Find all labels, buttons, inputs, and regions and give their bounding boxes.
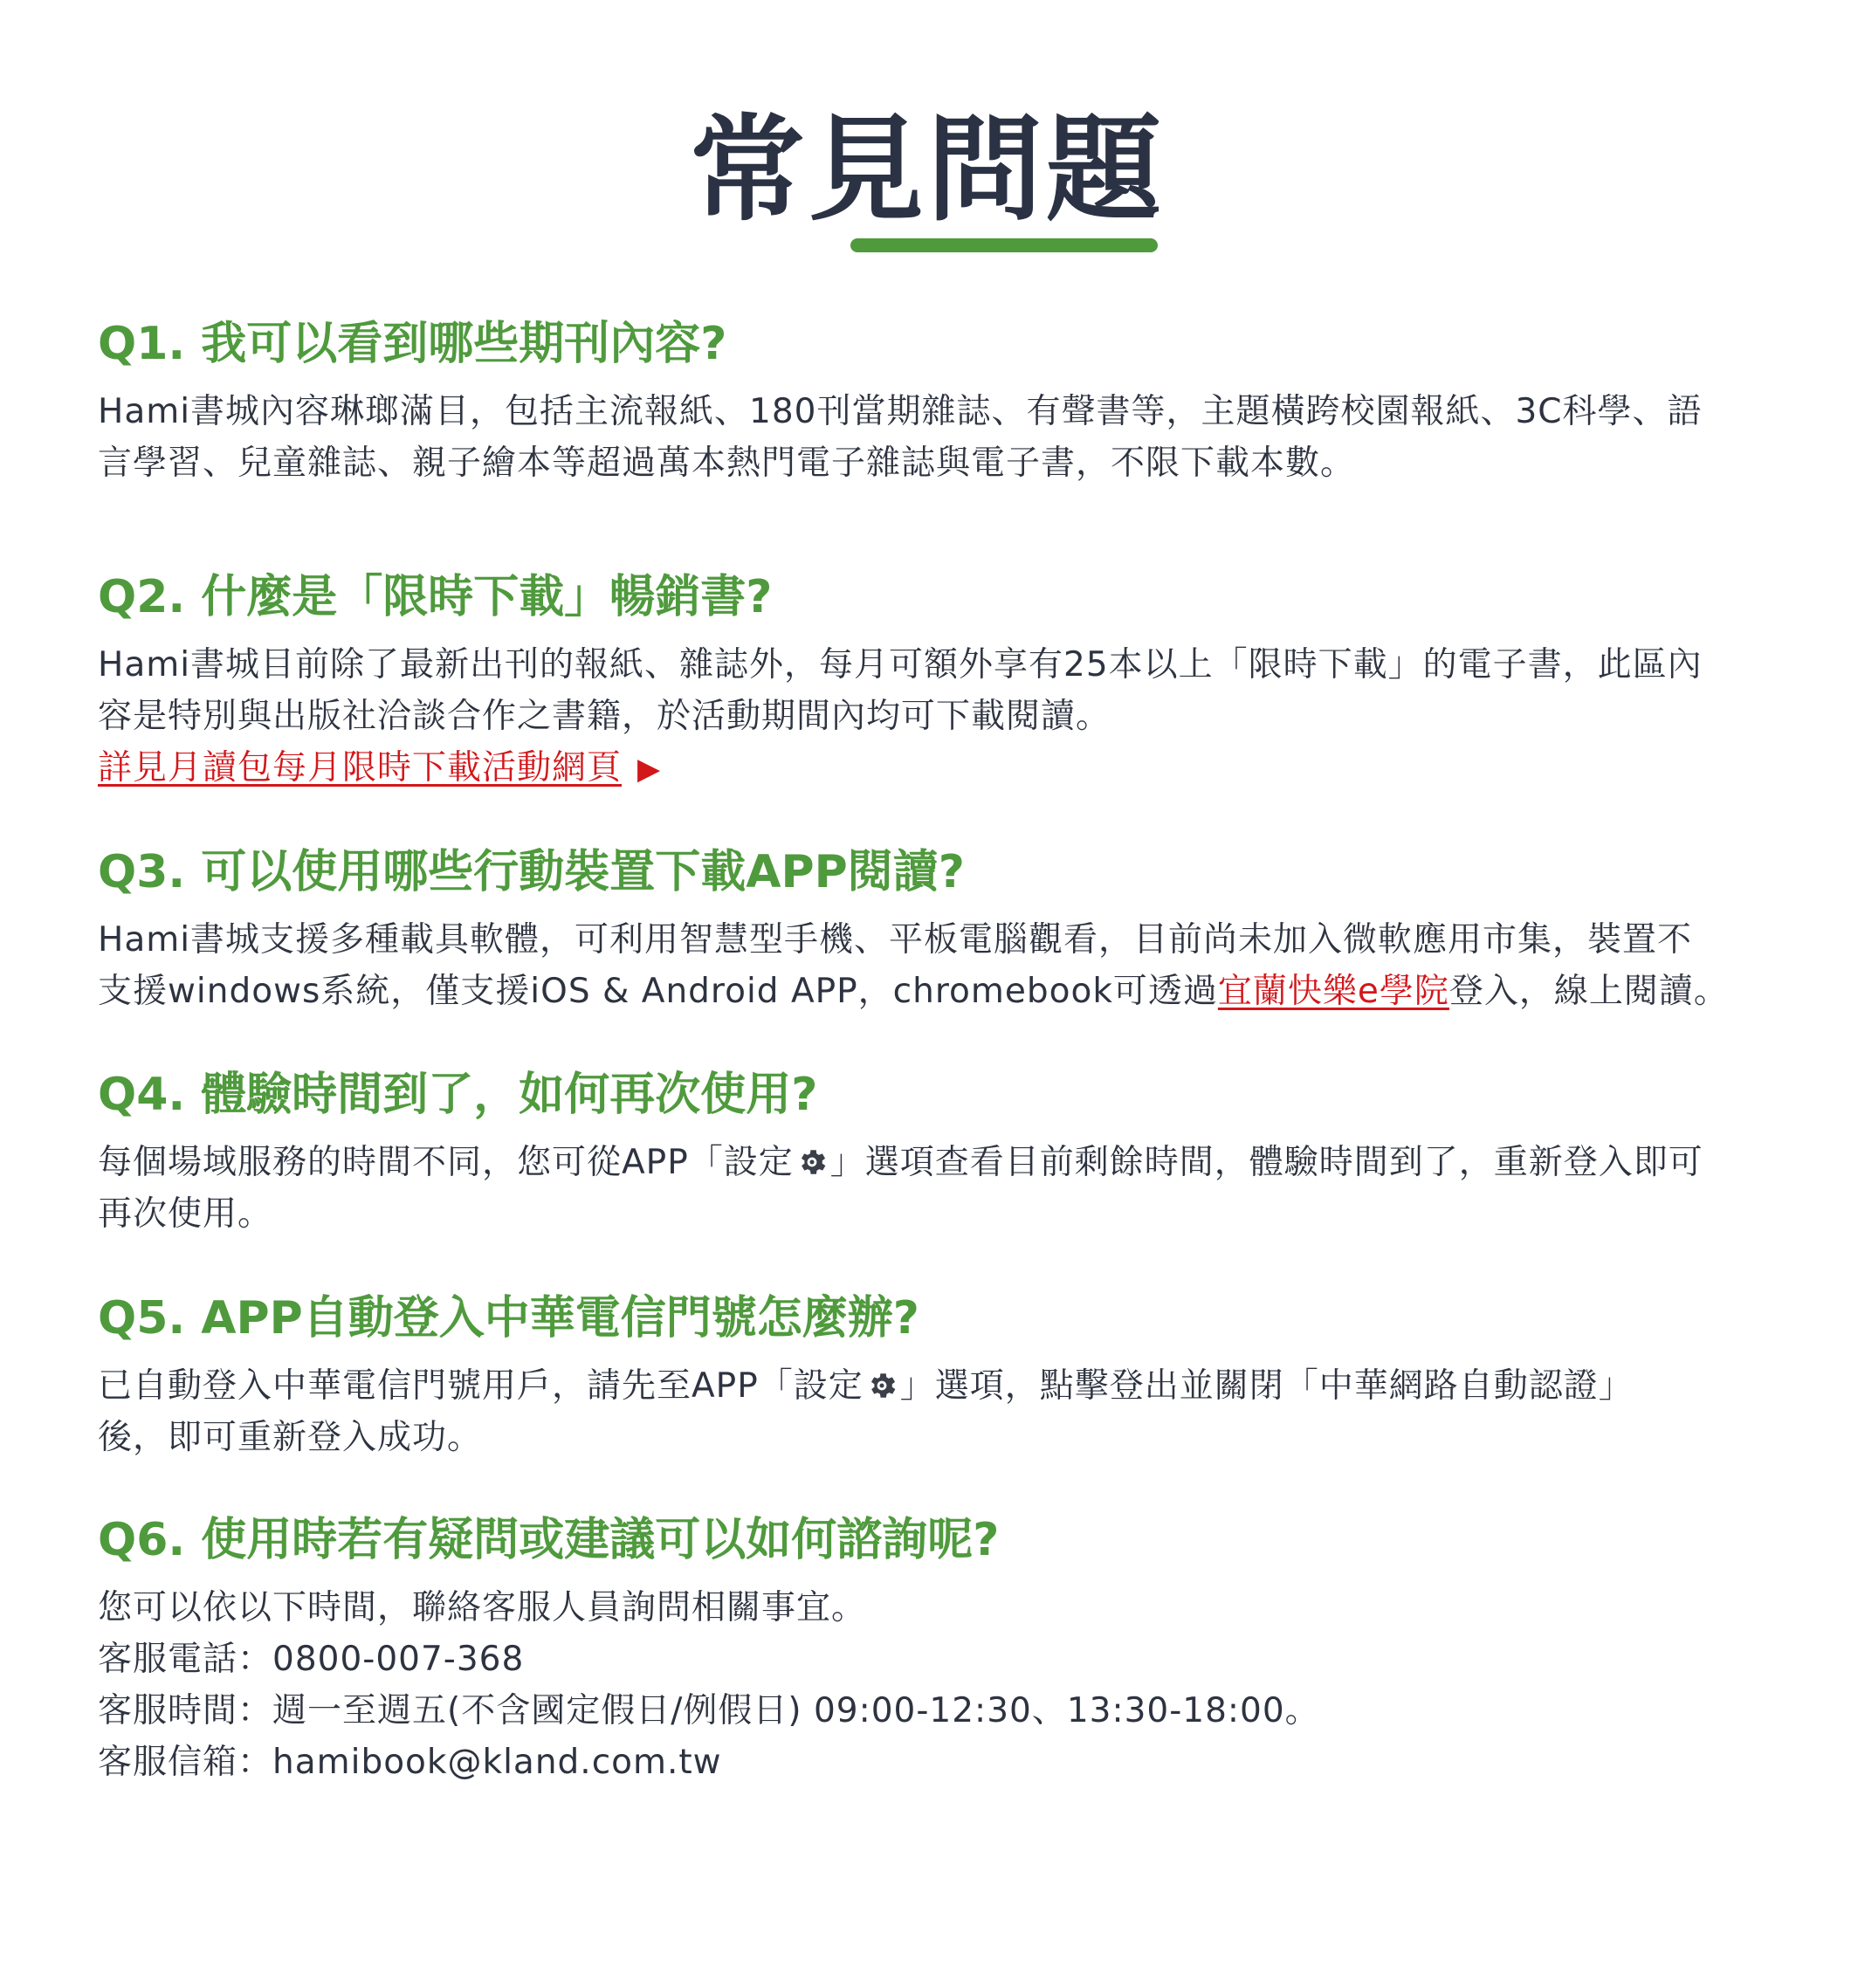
faq-question: Q4. 體驗時間到了，如何再次使用? [98, 1069, 818, 1121]
faq-answer [98, 1137, 1757, 1240]
gear-icon [865, 1369, 898, 1402]
answer-line: 容是特別與出版社洽談合作之書籍，於活動期間內均可下載閱讀。 [98, 697, 1111, 736]
answer-line [98, 966, 1757, 1017]
answer-line: 您可以依以下時間，聯絡客服人員詢問相關事宜。 [98, 1588, 867, 1627]
customer-service-phone: 客服電話：0800-007-368 [98, 1640, 525, 1679]
answer-text: 每個場域服務的時間不同，您可從APP「設定 [98, 1143, 794, 1182]
faq-item-5 [98, 1287, 1757, 1463]
faq-answer [98, 914, 1757, 1017]
answer-text: 支援windows系統，僅支援iOS & Android APP，chromebook可透過 [98, 972, 1218, 1011]
faq-answer [98, 1582, 1757, 1788]
faq-answer [98, 1360, 1757, 1463]
answer-line: Hami書城目前除了最新出刊的報紙、雜誌外，每月可額外享有25本以上「限時下載」的電子書，此區內 [98, 645, 1703, 684]
answer-text: 已自動登入中華電信門號用戶，請先至APP「設定 [98, 1366, 864, 1406]
answer-text: 」選項查看目前剩餘時間，體驗時間到了，重新登入即可 [829, 1143, 1703, 1182]
answer-line [98, 1360, 1757, 1412]
faq-question: Q3. 可以使用哪些行動裝置下載APP閱讀? [98, 846, 965, 898]
yilan-academy-link[interactable]: 宜蘭快樂e學院 [1217, 972, 1449, 1011]
faq-question: Q5. APP自動登入中華電信門號怎麼辦? [98, 1292, 919, 1345]
answer-line: 再次使用。 [98, 1194, 273, 1234]
answer-line: 後，即可重新登入成功。 [98, 1418, 483, 1457]
faq-item-4 [98, 1063, 1757, 1240]
faq-item-6 [98, 1509, 1757, 1788]
answer-line: 言學習、兒童雜誌、親子繪本等超過萬本熱門電子雜誌與電子書，不限下載本數。 [98, 444, 1356, 483]
title-wrap [98, 105, 1757, 236]
faq-answer [98, 639, 1757, 795]
answer-text: 」選項，點擊登出並關閉「中華網路自動認證」 [899, 1366, 1634, 1406]
answer-text: 登入，線上閱讀。 [1448, 972, 1729, 1011]
page-title: 常見問題 [690, 103, 1165, 237]
faq-item-2 [98, 566, 1757, 795]
faq-item-3 [98, 841, 1757, 1017]
faq-question: Q2. 什麼是「限時下載」暢銷書? [98, 571, 773, 623]
customer-service-hours: 客服時間：週一至週五(不含國定假日/例假日) 09:00-12:30、13:30-18:00。 [98, 1691, 1320, 1730]
answer-line [98, 1137, 1757, 1188]
answer-line: Hami書城內容琳瑯滿目，包括主流報紙、180刊當期雜誌、有聲書等，主題橫跨校園報紙、3C科學、語 [98, 392, 1703, 431]
answer-link-line [98, 742, 1757, 795]
monthly-download-link[interactable]: 詳見月讀包每月限時下載活動網頁 [98, 748, 623, 788]
answer-line: Hami書城支援多種載具軟體，可利用智慧型手機、平板電腦觀看，目前尚未加入微軟應用市集，裝置不 [98, 920, 1693, 960]
customer-service-email: 客服信箱：hamibook@kland.com.tw [98, 1743, 722, 1782]
faq-answer [98, 386, 1757, 489]
faq-question: Q6. 使用時若有疑問或建議可以如何諮詢呢? [98, 1514, 1000, 1566]
arrow-right-icon[interactable]: ▶ [637, 752, 662, 787]
title-underline [850, 238, 1158, 252]
faq-question: Q1. 我可以看到哪些期刊內容? [98, 318, 727, 370]
gear-icon [795, 1145, 829, 1179]
faq-item-1 [98, 313, 1757, 489]
